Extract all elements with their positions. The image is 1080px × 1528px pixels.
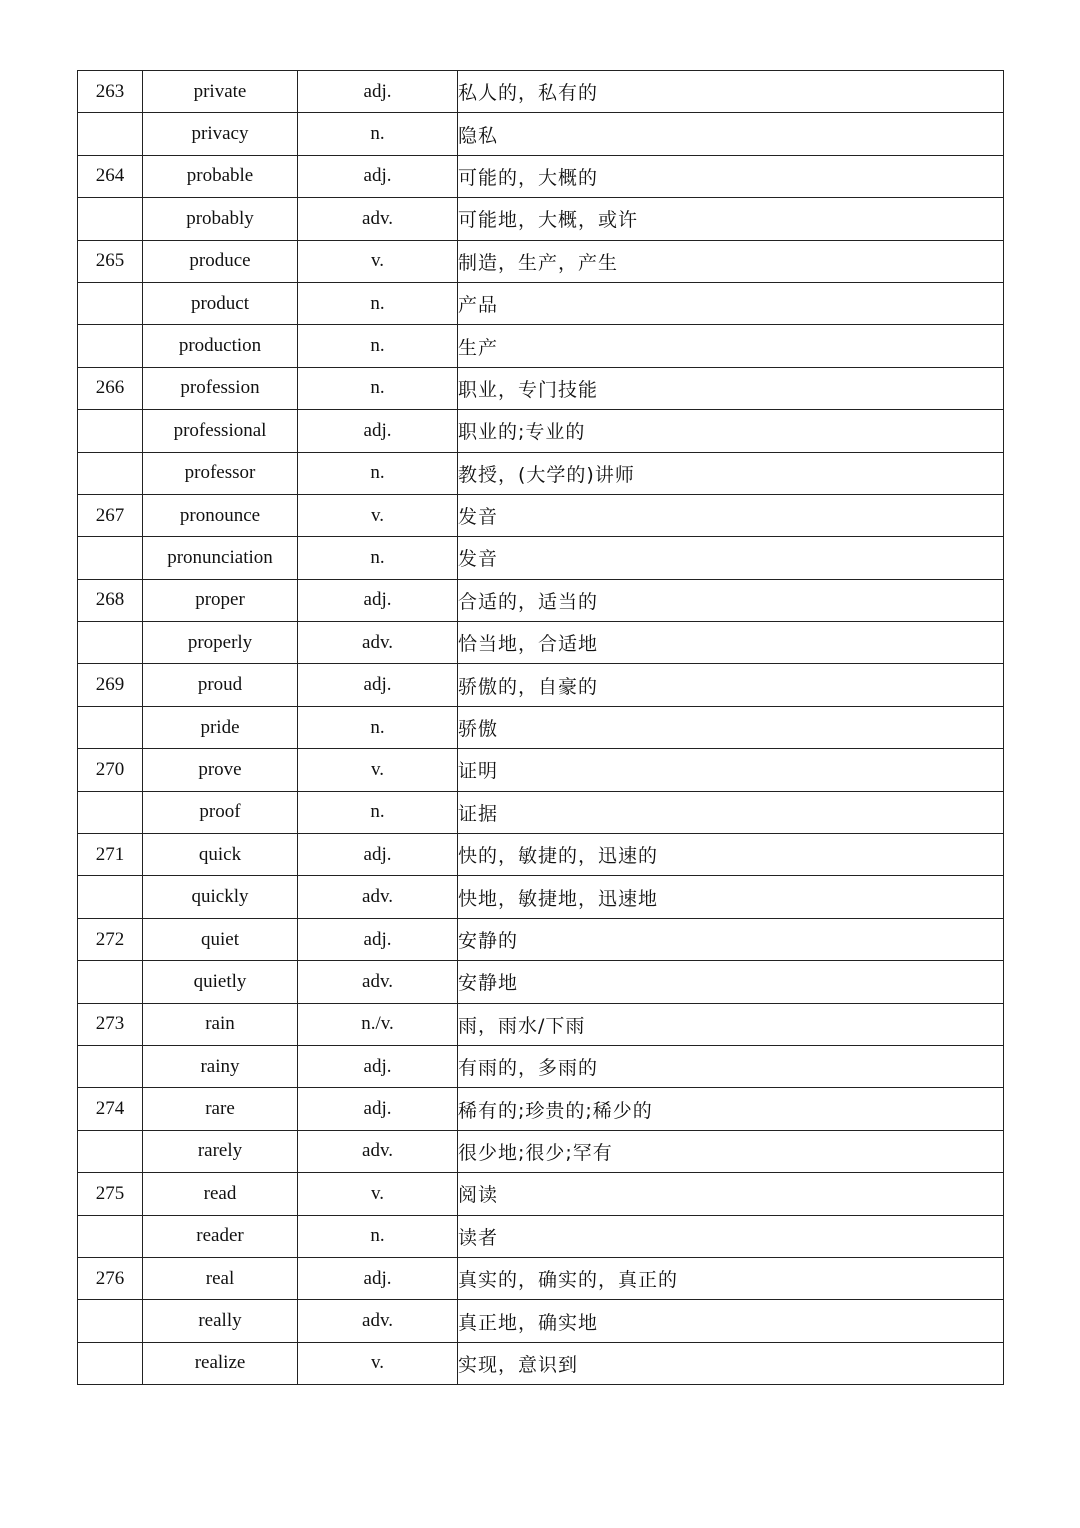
definition-cell: 产品 — [458, 282, 1004, 324]
part-of-speech-cell: v. — [298, 1342, 458, 1384]
part-of-speech-cell: adj. — [298, 579, 458, 621]
table-row — [78, 961, 1004, 1003]
table-row — [78, 1130, 1004, 1172]
word-cell: quiet — [143, 918, 298, 960]
definition-cell: 快的，敏捷的，迅速的 — [458, 834, 1004, 876]
entry-number — [78, 198, 143, 240]
word-cell: pronounce — [143, 494, 298, 536]
entry-number: 270 — [78, 749, 143, 791]
table-row — [78, 1088, 1004, 1130]
entry-number — [78, 1342, 143, 1384]
part-of-speech-cell: n. — [298, 367, 458, 409]
definition-cell: 发音 — [458, 494, 1004, 536]
definition-cell: 私人的，私有的 — [458, 71, 1004, 113]
part-of-speech-cell: adj. — [298, 1088, 458, 1130]
table-row — [78, 622, 1004, 664]
entry-number: 266 — [78, 367, 143, 409]
table-row — [78, 367, 1004, 409]
table-row — [78, 71, 1004, 113]
definition-cell: 证据 — [458, 791, 1004, 833]
table-row — [78, 1215, 1004, 1257]
table-row — [78, 198, 1004, 240]
entry-number: 276 — [78, 1257, 143, 1299]
word-cell: probable — [143, 155, 298, 197]
part-of-speech-cell: adv. — [298, 961, 458, 1003]
word-cell: rain — [143, 1003, 298, 1045]
table-row — [78, 155, 1004, 197]
entry-number: 263 — [78, 71, 143, 113]
word-cell: prove — [143, 749, 298, 791]
word-cell: proper — [143, 579, 298, 621]
part-of-speech-cell: adj. — [298, 155, 458, 197]
definition-cell: 职业，专门技能 — [458, 367, 1004, 409]
part-of-speech-cell: adj. — [298, 918, 458, 960]
part-of-speech-cell: adj. — [298, 410, 458, 452]
part-of-speech-cell: n./v. — [298, 1003, 458, 1045]
part-of-speech-cell: adj. — [298, 664, 458, 706]
part-of-speech-cell: adv. — [298, 198, 458, 240]
entry-number — [78, 1045, 143, 1087]
word-cell: quick — [143, 834, 298, 876]
part-of-speech-cell: v. — [298, 749, 458, 791]
table-row — [78, 1173, 1004, 1215]
definition-cell: 快地，敏捷地，迅速地 — [458, 876, 1004, 918]
word-cell: rainy — [143, 1045, 298, 1087]
entry-number — [78, 876, 143, 918]
word-cell: quietly — [143, 961, 298, 1003]
table-row — [78, 113, 1004, 155]
table-row — [78, 876, 1004, 918]
word-cell: proof — [143, 791, 298, 833]
part-of-speech-cell: v. — [298, 240, 458, 282]
word-cell: really — [143, 1300, 298, 1342]
part-of-speech-cell: adj. — [298, 71, 458, 113]
table-row — [78, 791, 1004, 833]
table-row — [78, 1003, 1004, 1045]
part-of-speech-cell: n. — [298, 113, 458, 155]
definition-cell: 可能的，大概的 — [458, 155, 1004, 197]
part-of-speech-cell: v. — [298, 494, 458, 536]
word-cell: probably — [143, 198, 298, 240]
definition-cell: 真正地，确实地 — [458, 1300, 1004, 1342]
entry-number: 269 — [78, 664, 143, 706]
definition-cell: 有雨的，多雨的 — [458, 1045, 1004, 1087]
vocabulary-table-body — [78, 71, 1004, 1385]
table-row — [78, 1342, 1004, 1384]
definition-cell: 雨，雨水/下雨 — [458, 1003, 1004, 1045]
part-of-speech-cell: n. — [298, 452, 458, 494]
part-of-speech-cell: adv. — [298, 622, 458, 664]
word-cell: reader — [143, 1215, 298, 1257]
word-cell: professor — [143, 452, 298, 494]
part-of-speech-cell: adj. — [298, 1045, 458, 1087]
word-cell: proud — [143, 664, 298, 706]
definition-cell: 稀有的;珍贵的;稀少的 — [458, 1088, 1004, 1130]
table-row — [78, 282, 1004, 324]
definition-cell: 隐私 — [458, 113, 1004, 155]
entry-number — [78, 622, 143, 664]
word-cell: real — [143, 1257, 298, 1299]
definition-cell: 职业的;专业的 — [458, 410, 1004, 452]
entry-number — [78, 706, 143, 748]
word-cell: production — [143, 325, 298, 367]
entry-number — [78, 325, 143, 367]
vocabulary-table — [77, 70, 1004, 1385]
table-row — [78, 579, 1004, 621]
entry-number — [78, 1300, 143, 1342]
definition-cell: 可能地，大概，或许 — [458, 198, 1004, 240]
table-row — [78, 325, 1004, 367]
table-row — [78, 410, 1004, 452]
entry-number — [78, 961, 143, 1003]
definition-cell: 安静的 — [458, 918, 1004, 960]
entry-number: 271 — [78, 834, 143, 876]
definition-cell: 生产 — [458, 325, 1004, 367]
definition-cell: 教授，(大学的)讲师 — [458, 452, 1004, 494]
part-of-speech-cell: adj. — [298, 834, 458, 876]
part-of-speech-cell: n. — [298, 791, 458, 833]
table-row — [78, 834, 1004, 876]
word-cell: produce — [143, 240, 298, 282]
definition-cell: 骄傲 — [458, 706, 1004, 748]
word-cell: rarely — [143, 1130, 298, 1172]
definition-cell: 恰当地，合适地 — [458, 622, 1004, 664]
entry-number: 264 — [78, 155, 143, 197]
part-of-speech-cell: n. — [298, 1215, 458, 1257]
definition-cell: 制造，生产，产生 — [458, 240, 1004, 282]
table-row — [78, 1257, 1004, 1299]
table-row — [78, 1045, 1004, 1087]
word-cell: properly — [143, 622, 298, 664]
entry-number — [78, 1215, 143, 1257]
entry-number: 267 — [78, 494, 143, 536]
definition-cell: 证明 — [458, 749, 1004, 791]
word-cell: private — [143, 71, 298, 113]
entry-number — [78, 537, 143, 579]
entry-number — [78, 1130, 143, 1172]
definition-cell: 真实的，确实的，真正的 — [458, 1257, 1004, 1299]
definition-cell: 阅读 — [458, 1173, 1004, 1215]
word-cell: profession — [143, 367, 298, 409]
table-row — [78, 240, 1004, 282]
word-cell: read — [143, 1173, 298, 1215]
table-row — [78, 1300, 1004, 1342]
entry-number: 265 — [78, 240, 143, 282]
table-row — [78, 706, 1004, 748]
entry-number: 275 — [78, 1173, 143, 1215]
entry-number — [78, 282, 143, 324]
word-cell: pronunciation — [143, 537, 298, 579]
word-cell: product — [143, 282, 298, 324]
table-row — [78, 749, 1004, 791]
word-cell: quickly — [143, 876, 298, 918]
definition-cell: 合适的，适当的 — [458, 579, 1004, 621]
part-of-speech-cell: v. — [298, 1173, 458, 1215]
definition-cell: 很少地;很少;罕有 — [458, 1130, 1004, 1172]
word-cell: privacy — [143, 113, 298, 155]
part-of-speech-cell: n. — [298, 537, 458, 579]
word-cell: rare — [143, 1088, 298, 1130]
table-row — [78, 918, 1004, 960]
word-cell: pride — [143, 706, 298, 748]
word-cell: professional — [143, 410, 298, 452]
part-of-speech-cell: adv. — [298, 1300, 458, 1342]
part-of-speech-cell: n. — [298, 282, 458, 324]
definition-cell: 实现，意识到 — [458, 1342, 1004, 1384]
part-of-speech-cell: n. — [298, 325, 458, 367]
entry-number — [78, 410, 143, 452]
part-of-speech-cell: n. — [298, 706, 458, 748]
part-of-speech-cell: adj. — [298, 1257, 458, 1299]
table-row — [78, 452, 1004, 494]
table-row — [78, 537, 1004, 579]
entry-number — [78, 791, 143, 833]
entry-number: 274 — [78, 1088, 143, 1130]
definition-cell: 安静地 — [458, 961, 1004, 1003]
table-row — [78, 494, 1004, 536]
definition-cell: 读者 — [458, 1215, 1004, 1257]
definition-cell: 骄傲的，自豪的 — [458, 664, 1004, 706]
part-of-speech-cell: adv. — [298, 876, 458, 918]
entry-number — [78, 452, 143, 494]
entry-number — [78, 113, 143, 155]
entry-number: 273 — [78, 1003, 143, 1045]
table-row — [78, 664, 1004, 706]
part-of-speech-cell: adv. — [298, 1130, 458, 1172]
entry-number: 268 — [78, 579, 143, 621]
entry-number: 272 — [78, 918, 143, 960]
definition-cell: 发音 — [458, 537, 1004, 579]
word-cell: realize — [143, 1342, 298, 1384]
